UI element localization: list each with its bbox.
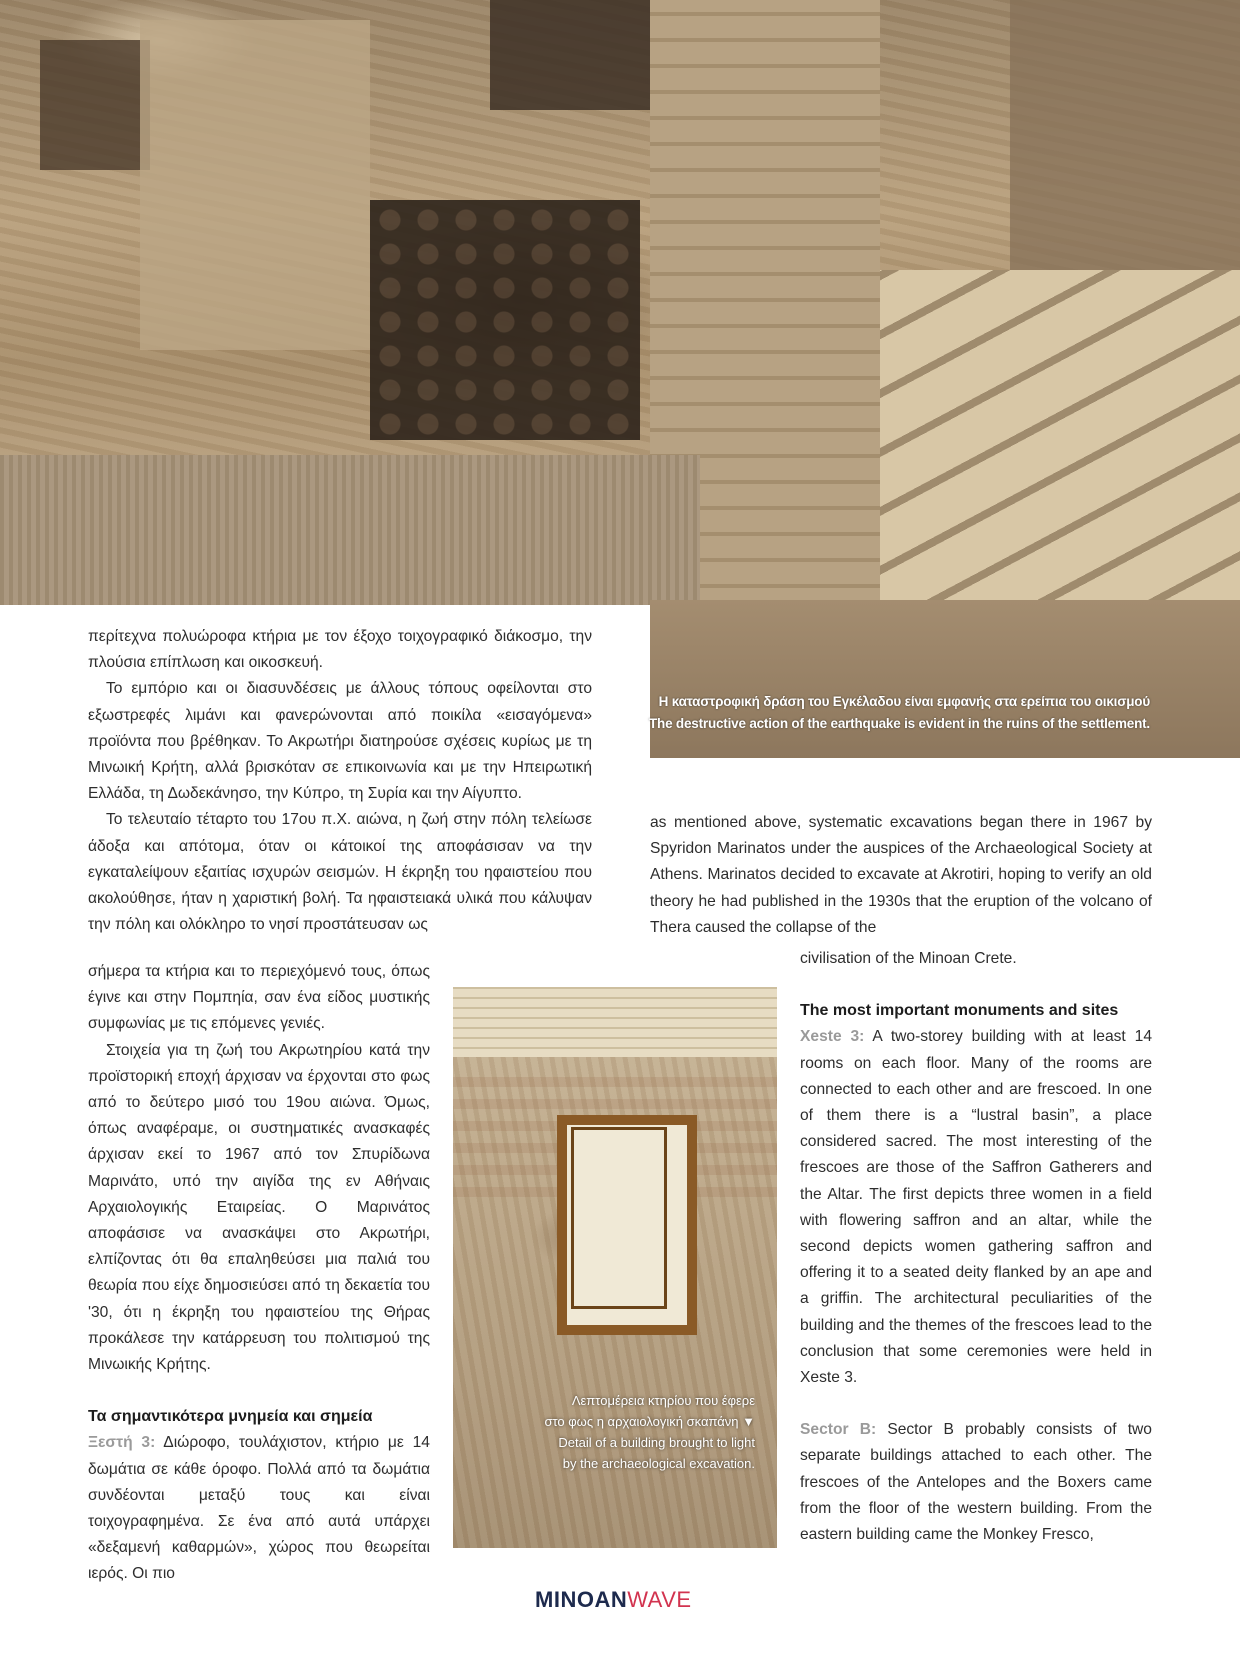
english-sector-paragraph [800,1417,1152,1548]
english-xeste-paragraph [800,1024,1152,1391]
hero-caption-english: The destructive action of the earthquake is evident in the ruins of the settlement. [648,716,1150,731]
photo-caption-greek-line: Λεπτομέρεια κτηρίου που έφερε [571,1393,755,1408]
greek-text-bottom [88,959,430,1588]
greek-paragraph: Το εμπόριο και οι διασυνδέσεις με άλλους τόπους οφείλονται στο εξωστρεφές λιμάνι και φανερώνονται από ποικίλα «εισαγόμενα» προϊόντα που βρέθηκαν. Το Ακρωτήρι διατηρούσε σχέσεις κυρίως με τη Μινωική Κρήτη, αλλά βρισκόταν σε επικοινωνία και με την Ηπειρωτική Ελλάδα, τη Δωδεκάνησο, την Κύπρο, τη Συρία και την Αίγυπτο. [88,680,592,803]
greek-section-heading: Τα σημαντικότερα μνημεία και σημεία [88,1408,373,1426]
greek-paragraph: σήμερα τα κτήρια και το περιεχόμενό τους, όπως έγινε και στην Πομπηία, σαν ένα είδος μυστικής συμφωνίας με τις επόμενες γενιές. [88,963,430,1033]
greek-paragraph: Στοιχεία για τη ζωή του Ακρωτηρίου κατά την προϊστορική εποχή άρχισαν να έρχονται στο φως από το δεύτερο μισό του 19ου αιώνα. Όμως, όπως αναφέραμε, οι συστηματικές ανασκαφές άρχισαν εκεί το 1967 από τον Σπυρίδωνα Μαρινάτο, υπό την αιγίδα της εν Αθήναις Αρχαιολογικής Εταιρείας. Ο Μαρινάτος αποφάσισε να ανασκάψει στο Ακρωτήρι, ελπίζοντας ότι θα επαληθεύσει μια παλιά του θεωρία που είχε δημοσιεύσει από τη δεκαετία του '30, ότι η έκρηξη του ηφαιστείου της Θήρας προκάλεσε την κατάρρευση του πολιτισμού της Μινωικής Κρήτης. [88,1041,430,1374]
greek-paragraph: περίτεχνα πολυώροφα κτήρια με τον έξοχο τοιχογραφικό διάκοσμο, την πλούσια επίπλωση και οικοσκευή. [88,628,592,672]
building-detail-photo [453,987,777,1548]
minoanwave-logo: MINOANWAVE [535,1587,692,1612]
photo-caption-english-line: by the archaeological excavation. [562,1456,755,1471]
photo-caption-english-line: Detail of a building brought to light [558,1435,755,1450]
english-paragraph: as mentioned above, systematic excavations began there in 1967 by Spyridon Marinatos under the auspices of the Archaeological Society at Athens. Marinatos decided to excavate at Akrotiri, hoping to verify an old theory he had published in the 1930s that the eruption of the volcano of Thera caused the collapse of the [650,814,1152,936]
english-text-bottom [800,946,1152,1548]
caption-arrow-icon: ▼ [742,1414,755,1429]
english-sector-label: Sector B: [800,1421,877,1439]
building-photo-caption [544,1390,755,1474]
english-sector-text: Sector B probably consists of two separate buildings attached to each other. The frescoes of the Antelopes and the Boxers came from the floor of the western building. From the eastern building came the Monkey Fresco, [800,1421,1152,1544]
hero-caption-greek: Η καταστροφική δράση του Εγκέλαδου είναι εμφανής στα ερείπια του οικισμού [658,694,1150,709]
greek-xeste-text: Διώροφο, τουλάχιστον, κτήριο με 14 δωμάτια σε κάθε όροφο. Πολλά από τα δωμάτια συνδέονται μεταξύ τους και είναι τοιχογραφημένα. Σε ένα από αυτά υπάρχει «δεξαμενή καθαρμών», χώρος που θεωρείται ιερός. Οι πιο [88,1434,430,1583]
photo-caption-greek-line: στο φως η αρχαιολογική σκαπάνη [544,1414,739,1429]
hero-photo [0,0,1240,605]
english-xeste-label: Xeste 3: [800,1028,865,1046]
greek-xeste-label: Ξεστή 3: [88,1434,156,1452]
english-section-heading: The most important monuments and sites [800,1002,1119,1020]
english-xeste-text: A two-storey building with at least 14 rooms on each floor. Many of the rooms are connected to each other and are frescoed. In one of them there is a “lustral basin”, a place considered sacred. The most interesting of the frescoes are those of the Saffron Gatherers and the Altar. The first depicts three women in a field with flowering saffron and an altar, while the second depicts women gathering saffron and offering it to a seated deity flanked by an ape and a griffin. The architectural peculiarities of the building and the themes of the frescoes lead to the conclusion that some ceremonies were held in Xeste 3. [800,1028,1152,1387]
hero-photo-caption [649,691,1150,735]
english-text-top [650,810,1152,941]
english-paragraph: civilisation of the Minoan Crete. [800,950,1017,967]
greek-xeste-paragraph [88,1430,430,1587]
greek-paragraph: Το τελευταίο τέταρτο του 17ου π.Χ. αιώνα, η ζωή στην πόλη τελείωσε άδοξα και απότομα, όταν οι κάτοικοί της αποφάσισαν να την εγκαταλείψουν εξαιτίας ισχυρών σεισμών. Η έκρηξη του ηφαιστείου που ακολούθησε, ήταν η χαριστική βολή. Τα ηφαιστειακά υλικά που κάλυψαν την πόλη και ολόκληρο το νησί προστάτευσαν ως [88,811,592,934]
greek-text-top [88,624,592,938]
